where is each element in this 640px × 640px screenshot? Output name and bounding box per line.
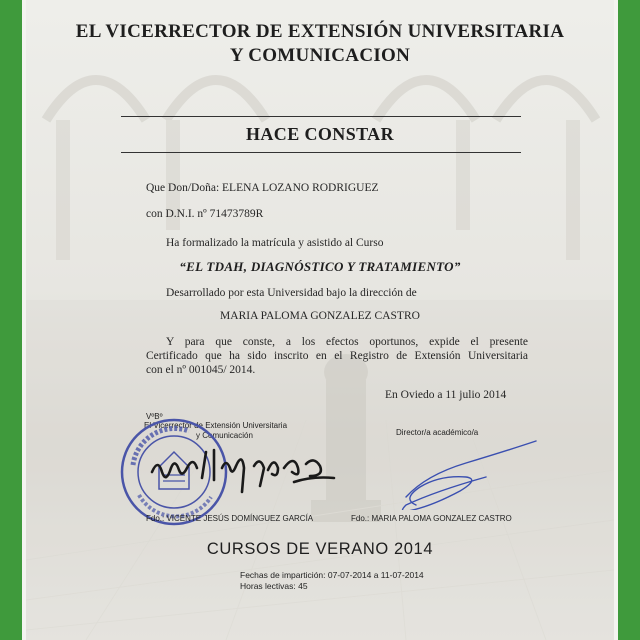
- closing-line-3: con el nº 001045/ 2014.: [146, 364, 256, 376]
- vicerrector-signature: [144, 440, 339, 500]
- header-line-1: EL VICERRECTOR DE EXTENSIÓN UNIVERSITARIA: [75, 21, 565, 42]
- program-title: CURSOS DE VERANO 2014: [206, 540, 434, 558]
- bottom-rule: [121, 152, 521, 153]
- certificate-paper: [26, 0, 614, 640]
- direction-intro: Desarrollado por esta Universidad bajo la dirección de: [166, 287, 417, 299]
- vb-label: VºBº: [146, 412, 163, 421]
- header-line-2: Y COMUNICACION: [229, 45, 411, 66]
- course-title: “EL TDAH, DIAGNÓSTICO Y TRATAMIENTO”: [179, 259, 461, 274]
- course-dates-hours: [240, 570, 424, 592]
- course-director: MARIA PALOMA GONZALEZ CASTRO: [220, 310, 420, 322]
- green-border-right: [618, 0, 640, 640]
- page-title: HACE CONSTAR: [246, 124, 394, 144]
- recipient-name: Que Don/Doña: ELENA LOZANO RODRIGUEZ: [146, 182, 379, 194]
- course-intro: Ha formalizado la matrícula y asistido al Curso: [166, 237, 384, 249]
- director-signed-by: Fdo.: MARIA PALOMA GONZALEZ CASTRO: [351, 514, 512, 523]
- recipient-dni: con D.N.I. nº 71473789R: [146, 208, 264, 220]
- director-role: Director/a académico/a: [396, 428, 479, 437]
- closing-line-1: Y para que conste, a los efectos oportunos, expide el presente: [166, 336, 528, 348]
- vicerrector-role: El Vicerrector de Extensión Universitaria: [144, 421, 288, 430]
- course-hours: Horas lectivas: 45: [240, 581, 308, 591]
- border-inset-right: [614, 0, 618, 640]
- place-date: En Oviedo a 11 julio 2014: [385, 389, 507, 401]
- vicerrector-signed-by: Fdo.: VICENTE JESÚS DOMÍNGUEZ GARCÍA: [146, 514, 314, 523]
- vicerrector-role-2: y Comunicación: [196, 431, 253, 440]
- top-rule: [121, 116, 521, 117]
- issuer-header: [26, 20, 614, 68]
- green-border-left: [0, 0, 22, 640]
- course-dates: Fechas de impartición: 07-07-2014 a 11-07-2014: [240, 570, 424, 580]
- director-signature: [398, 435, 543, 510]
- closing-paragraph: [146, 335, 528, 377]
- closing-line-2: Certificado que ha sido inscrito en el Registro de Extensión Universitaria: [146, 350, 528, 362]
